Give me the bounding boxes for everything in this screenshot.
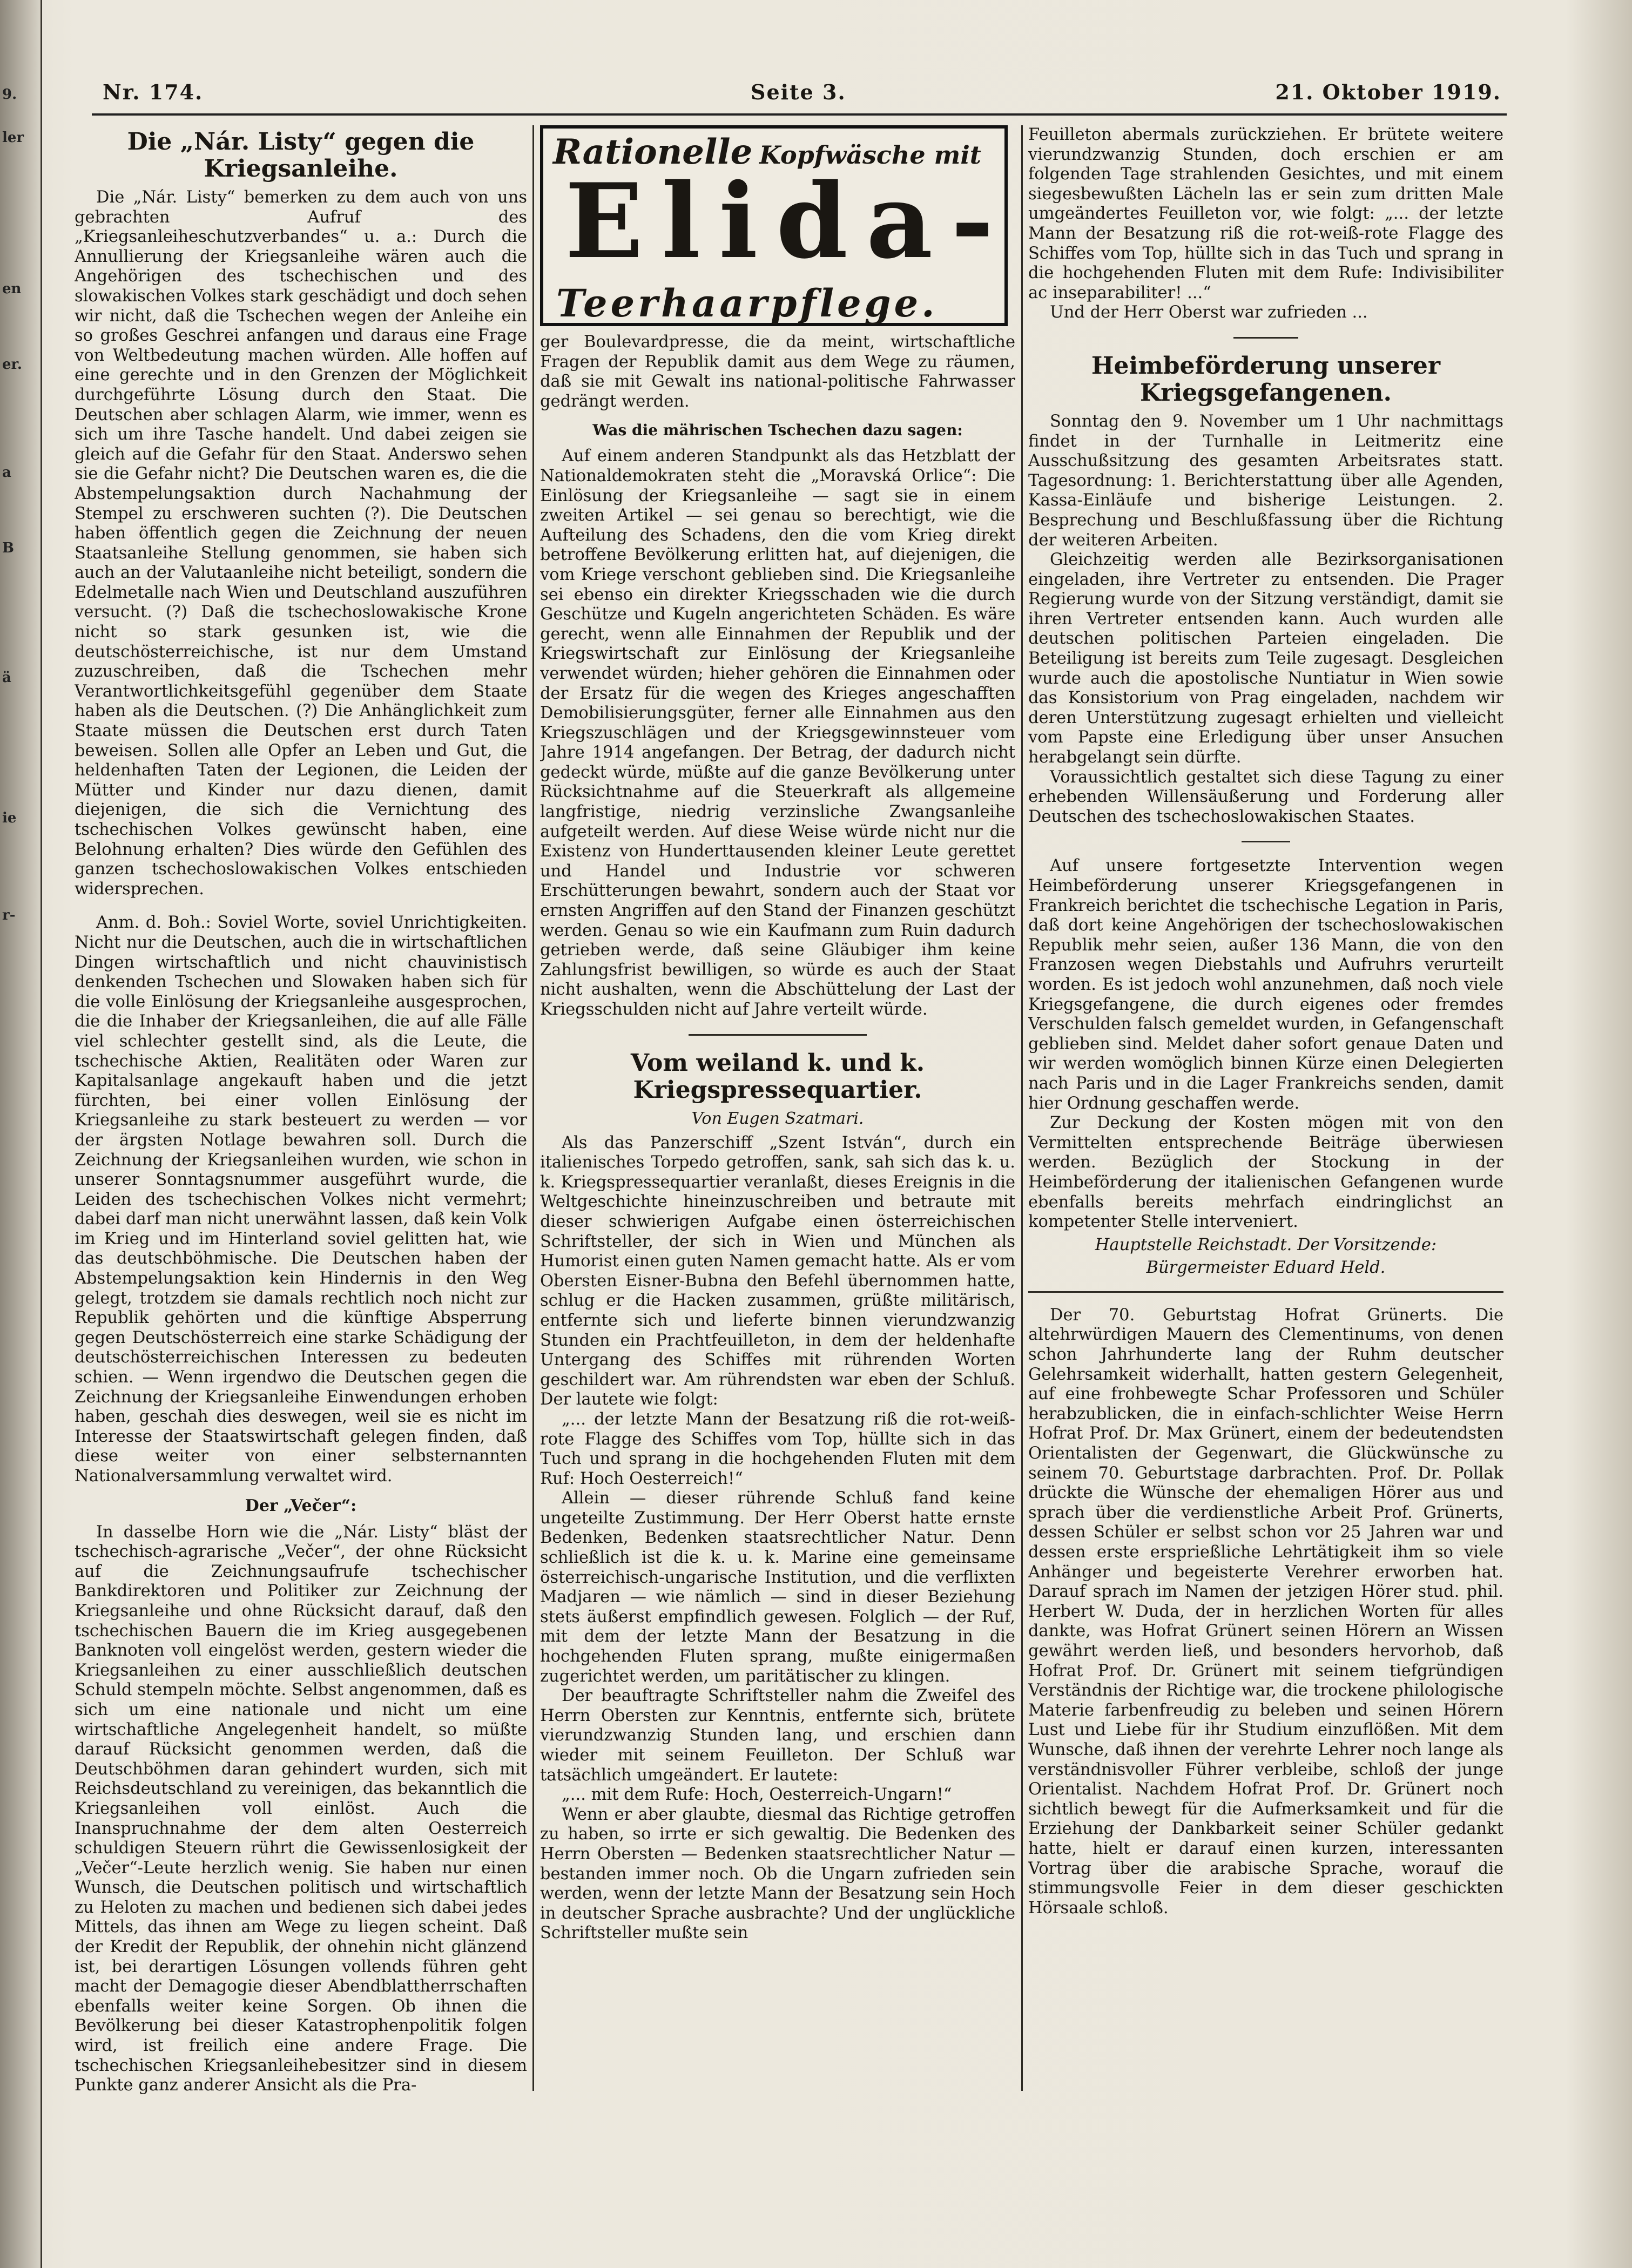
section-subhead: Was die mährischen Tschechen dazu sagen: <box>592 421 963 440</box>
article-paragraph: Als das Panzerschiff „Szent István“, durch ein italienisches Torpedo getroffen, sank, sah sich das k. u. k. Kriegspressequartier veranlaßt, dieses Ereignis in die Weltgeschichte hineinzuschreiben und betraute mit dieser schwierigen Aufgabe einen österreichischen Schriftsteller, der sich in Wien und München als Humorist einen guten Namen gemacht hatte. Als er vom Obersten Eisner-Bubna den Befehl übernommen hatte, schlug er die Hacken zusammen, grüßte militärisch, entfernte sich und lieferte binnen vierundzwanzig Stunden ein Prachtfeuilleton, in dem der heldenhafte Untergang des Schiffes mit rührenden Worten geschildert war. Am rührendsten war eben der Schluß. Der lautete wie folgt: <box>540 1133 1015 1409</box>
article-body <box>540 1133 1015 1943</box>
article-body <box>1028 856 1503 1232</box>
signature-line: Bürgermeister Eduard Held. <box>1146 1258 1386 1278</box>
column-rule <box>1021 125 1023 2091</box>
strip-text: ler <box>2 130 24 146</box>
strip-text: en <box>2 281 22 297</box>
issue-date: 21. Oktober 1919. <box>1275 80 1501 104</box>
article-body <box>75 1523 527 2096</box>
strip-text: r- <box>2 907 16 923</box>
separator <box>1028 1291 1503 1293</box>
article-body <box>1028 125 1503 323</box>
article-paragraph: Der 70. Geburtstag Hofrat Grünerts. Die altehrwürdigen Mauern des Clementinums, von denen schon Jahrhunderte lang der Ruhm deutscher Gelehrsamkeit widerhallt, hatten gestern Gelegenheit, auf eine frohbewegte Schar Professoren und Schüler herabzublicken, die in einfach-schlichter Weise Herrn Hofrat Prof. Dr. Max Grünert, einem der bedeutendsten Orientalisten der Gegenwart, die Glückwünsche zu seinem 70. Geburtstage darbrachten. Prof. Dr. Pollak drückte die Wünsche der ehemaligen Hörer aus und sprach über die verdienstliche Arbeit Prof. Grünerts, dessen Schüler er selbst schon vor 25 Jahren war und dessen erste ersprießliche Lehrtätigkeit ihm so viele Anhänger und begeisterte Verehrer erworben hat. Darauf sprach im Namen der jetzigen Hörer stud. phil. Herbert W. Duda, der in herzlichen Worten für alles dankte, was Hofrat Grünert seinen Hörern an Wissen gewährt werden ließ, und besonders hervorhob, daß Hofrat Prof. Dr. Grünert mit seinem tiefgründigen Verständnis der Richtige war, die trockene philologische Materie farbenfreudig zu beleben und seinen Hörern Lust und Liebe für ihr Studium einzuflößen. Mit dem Wunsche, daß ihnen der verehrte Lehrer noch lange als verständnisvoller Führer verbleibe, schloß der junge Orientalist. Nachdem Hofrat Prof. Dr. Grünert noch sichtlich bewegt für die Aufmerksamkeit und für die Erziehung der Dankbarkeit seiner Schüler gedankt hatte, hielt er darauf einen kurzen, interessanten Vortrag über die arabische Sprache, worauf die stimmungsvolle Feier in dem dieser geschickten Hörsaale schloß. <box>1028 1305 1503 1918</box>
article-paragraph: Allein — dieser rührende Schluß fand keine ungeteilte Zustimmung. Der Herr Oberst hatte ernste Bedenken, Bedenken staatsrechtlicher Natur. Denn schließlich ist die k. u. k. Marine eine gemeinsame österreichisch-ungarische Institution, und die verflixten Madjaren — wie nämlich — sind in dieser Beziehung stets äußerst empfindlich gewesen. Folglich — der Ruf, mit dem der letzte Mann der Besatzung in die hochgehenden Fluten sprang, mußte einigermaßen zugerichtet werden, um paritätischer zu klingen. <box>540 1489 1015 1686</box>
separator <box>689 1034 867 1036</box>
separator <box>1242 841 1290 842</box>
article-paragraph: Die „Nár. Listy“ bemerken zu dem auch von uns gebrachten Aufruf des „Kriegsanleiheschutzverbandes“ u. a.: Durch die Annullierung der Kriegsanleihe wären auch die Angehörigen des tschechischen und des slowakischen Volkes stark geschädigt und doch sehen wir nicht, daß die Tschechen wegen der Anleihe ein so großes Geschrei anfangen und daraus eine Frage von Weltbedeutung machen würden. Alle hoffen auf eine gerechte und in den Grenzen der Möglichkeit durchgeführte Lösung durch den Staat. Die Deutschen aber schlagen Alarm, wie immer, wenn es sich um ihre Tasche handelt. Und dabei zeigen sie gleich auf die Gefahr für den Staat. Anderswo sehen sie die Gefahr nicht? Die Deutschen waren es, die die Abstempelungsaktion durch Nachahmung der Stempel zu erschweren suchten (?). Die Deutschen haben öffentlich gegen die Zeichnung der neuen Staatsanleihe Stellung genommen, sie haben sich auch an der Valutaanleihe nicht beteiligt, sondern die Edelmetalle nach Wien und Deutschland auszuführen versucht. (?) Daß die tschechoslowakische Krone nicht so stark gesunken ist, wie die deutschösterreichische, ist nur dem Umstand zuzuschreiben, daß die Tschechen mehr Verantwortlichkeitsgefühl gegenüber dem Staate haben als die Deutschen. (?) Die Anhänglichkeit zum Staate müssen die Deutschen erst durch Taten beweisen. Sollen alle Opfer an Leben und Gut, die heldenhaften Taten der Legionen, die Leiden der Mütter und Kinder nur dazu dienen, damit diejenigen, die sich die Vernichtung des tschechischen Volkes gewünscht haben, eine Belohnung erhalten? Dies würde den Gefühlen des ganzen tschechoslowakischen Volkes entschieden widersprechen. <box>75 188 527 899</box>
article-paragraph: Voraussichtlich gestaltet sich diese Tagung zu einer erhebenden Willensäußerung und Forderung aller Deutschen des tschechoslowakischen Staates. <box>1028 767 1503 826</box>
article-paragraph: Auf unsere fortgesetzte Intervention wegen Heimbeförderung unserer Kriegsgefangenen in Frankreich berichtet die tschechische Legation in Paris, daß dort keine Angehörigen der tschechoslowakischen Republik mehr seien, außer 136 Mann, die von den Franzosen wegen Diebstahls und Aufruhrs verurteilt worden. Es ist jedoch wohl anzunehmen, daß noch viele Kriegsgefangene, die durch eigenes oder fremdes Verschulden falsch gemeldet wurden, in Gefangenschaft geblieben sind. Meldet daher sofort genaue Daten und wir werden womöglich binnen Kürze einen Delegierten nach Paris und in die Lager Frankreichs senden, damit hier Ordnung geschaffen werde. <box>1028 856 1503 1113</box>
article-body <box>540 333 1015 411</box>
article-headline: Vom weiland k. und k. Kriegspressequartier. <box>630 1049 925 1104</box>
ad-brand-name: Elida- <box>565 161 1012 281</box>
elida-advertisement <box>540 125 1012 326</box>
strip-text: ä <box>2 670 11 686</box>
article-headline: Heimbeförderung unserer Kriegsgefangenen. <box>1091 352 1441 407</box>
column-left <box>75 125 527 2102</box>
article-paragraph: Auf einem anderen Standpunkt als das Hetzblatt der Nationaldemokraten steht die „Moravská Orlice“: Die Einlösung der Kriegsanleihe — sagt sie in einem zweiten Artikel — sei genau so berechtigt, wie die Aufteilung des Schadens, den die vom Krieg direkt betroffene Bevölkerung erlitten hat, auf diejenigen, die vom Kriege verschont geblieben sind. Die Kriegsanleihe sei ebenso ein direkter Kriegsschaden wie die durch Geschütze und Kugeln angerichteten Schäden. Es wäre gerecht, wenn alle Einnahmen der Republik und der Kriegswirtschaft zur Einlösung der Kriegsanleihe verwendet würden; hieher gehören die Einnahmen oder der Ersatz für die wegen des Krieges angeschafften Demobilisierungsgüter, ferner alle Einnahmen aus den Kriegszuschlägen und der Kriegsgewinnsteuer vom Jahre 1914 angefangen. Der Betrag, der dadurch nicht gedeckt würde, müßte auf die ganze Bevölkerung unter Rücksichtnahme auf die Steuerkraft als allgemeine langfristige, niedrig verzinsliche Zwangsanleihe aufgeteilt werden. Auf diese Weise würde nicht nur die Existenz von Hunderttausenden kleiner Leute gerettet und Handel und Industrie vor schweren Erschütterungen bewahrt, sondern auch der Staat vor ernsten Angriffen auf den Stand der Finanzen geschützt werden. Genau so wie ein Kaufmann zum Ruin dadurch getrieben werde, daß seine Gläubiger ihm keine Zahlungsfrist bewilligen, so würde es auch der Staat nicht aushalten, wenn die Abschüttelung der Last der Kriegsschulden nicht auf Jahre verteilt würde. <box>540 447 1015 1019</box>
article-paragraph: Der beauftragte Schriftsteller nahm die Zweifel des Herrn Obersten zur Kenntnis, entfernte sich, brütete vierundzwanzig Stunden lang, und erschien dann wieder mit seinem Feuilleton. Der Schluß war tatsächlich umgeändert. Er lautete: <box>540 1686 1015 1785</box>
signature-line: Hauptstelle Reichstadt. Der Vorsitzende: <box>1095 1235 1437 1254</box>
editor-note: Anm. d. Boh.: Soviel Worte, soviel Unrichtigkeiten. Nicht nur die Deutschen, auch die in wirtschaftlichen Dingen wirtschaftlich und nicht chauvinistisch denkenden Tschechen und Slowaken haben sich für die volle Einlösung der Kriegsanleihe ausgesprochen, die die Inhaber der Kriegsanleihen, die auf alle Fälle viel schlechter gestellt sind, als die Leute, die tschechische Aktien, Realitäten oder Waren zur Kapitalsanlage angekauft haben und die jetzt fürchten, bei einer vollen Einlösung der Kriegsanleihe zu stark besteuert zu werden — vor der ärgsten Notlage bewahren soll. Durch die Zeichnung der Kriegsanleihen wurden, wie schon in unserer Sonntagsnummer ausgeführt wurde, die Leiden des tschechischen Volkes nicht vermehrt; dabei darf man nicht unerwähnt lassen, daß kein Volk im Krieg und im Hinterland soviel gelitten hat, wie das deutschböhmische. Die Deutschen haben der Abstempelungsaktion kein Hindernis in den Weg gelegt, trotzdem sie damals rechtlich noch nicht zur Republik gehörten und die künftige Absperrung gegen Deutschösterreich eine starke Schädigung der deutschösterreichischen Interessen zu bedeuten schien. — Wenn irgendwo die Deutschen gegen die Zeichnung der Kriegsanleihe Einwendungen erhoben haben, geschah dies deswegen, weil sie es nicht im Interesse der Staatswirtschaft gelegen finden, daß diese weiter von einer selbsternannten Nationalversammlung verwaltet wird. <box>75 913 527 1486</box>
separator <box>1233 337 1298 339</box>
article-headline: Die „Nár. Listy“ gegen die Kriegsanleihe. <box>127 128 475 183</box>
article-paragraph: Und der Herr Oberst war zufrieden ... <box>1050 303 1368 322</box>
article-paragraph: „... mit dem Rufe: Hoch, Oesterreich-Ungarn!“ <box>562 1785 952 1805</box>
adjacent-page-strip <box>0 0 42 2268</box>
article-paragraph: Feuilleton abermals zurückziehen. Er brütete weitere vierundzwanzig Stunden, doch erschien er am folgenden Tage strahlenden Gesichtes, und mit einem siegesbewußten Lächeln las er sein zum dritten Male umgeändertes Feuilleton vor, wie folgt: „... der letzte Mann der Besatzung riß die rot-weiß-rote Flagge des Schiffes vom Top, hüllte sich in das Tuch und sprang in die hochgehenden Fluten mit dem Rufe: Indivisibiliter ac inseparabiliter! ...“ <box>1028 125 1503 302</box>
article-byline: Von Eugen Szatmari. <box>691 1109 864 1128</box>
strip-text: a <box>2 464 11 481</box>
column-middle <box>540 125 1015 2102</box>
column-right <box>1028 125 1503 2102</box>
strip-text: B <box>2 540 14 556</box>
article-paragraph: „... der letzte Mann der Besatzung riß die rot-weiß-rote Flagge des Schiffes vom Top, hüllte sich in das Tuch und sprang in die hochgehenden Fluten mit dem Ruf: Hoch Oesterreich!“ <box>540 1409 1015 1488</box>
page-number: Seite 3. <box>751 80 846 104</box>
article-paragraph: Wenn er aber glaubte, diesmal das Richtige getroffen zu haben, so irrte er sich gewaltig. Die Bedenken des Herrn Obersten — Bedenken staatsrechtlicher Natur — bestanden immer noch. Ob die Ungarn zufrieden sein werden, wenn der letzte Mann der Besatzung sein Hoch in deutscher Sprache ausbrachte? Und der unglückliche Schriftsteller mußte sein <box>540 1805 1015 1943</box>
article-body <box>540 447 1015 1020</box>
strip-text: er. <box>2 356 22 373</box>
column-rule <box>532 125 534 2091</box>
article-paragraph: Sonntag den 9. November um 1 Uhr nachmittags findet in der Turnhalle in Leitmeritz eine Ausschußsitzung des gesamten Arbeitsrates statt. Tagesordnung: 1. Berichterstattung über alle Agenden, Kassa-Einläufe und bisherige Leistungen. 2. Besprechung und Beschlußfassung über die Richtung der weiteren Arbeiten. <box>1028 411 1503 550</box>
article-paragraph: Zur Deckung der Kosten mögen mit von den Vermittelten entsprechende Beiträge überwiesen werden. Bezüglich der Stockung in der Heimbeförderung der italienischen Gefangenen wurde ebenfalls bereits mehrfach eindringlichst an kompetenter Stelle interveniert. <box>1028 1113 1503 1232</box>
section-subhead: Der „Večer“: <box>245 1496 357 1515</box>
ad-tagline-2: Kopfwäsche mit <box>759 140 982 170</box>
article-paragraph: ger Boulevardpresse, die da meint, wirtschaftliche Fragen der Republik damit aus dem Wege zu räumen, daß sie mit Gewalt ins national-politische Fahrwasser gedrängt werden. <box>540 333 1015 411</box>
ad-tagline: Rationelle <box>553 132 753 172</box>
article-body <box>1028 1306 1503 1918</box>
page-header <box>92 76 1507 116</box>
article-body <box>75 188 527 1487</box>
article-body <box>1028 412 1503 827</box>
ad-product: Teerhaarpflege. <box>556 281 938 326</box>
article-paragraph: Gleichzeitig werden alle Bezirksorganisationen eingeladen, ihre Vertreter zu entsenden. Die Prager Regierung wurde von der Sitzung verständigt, damit sie ihren Vertreter entsenden kann. Auch wurden alle deutschen politischen Parteien eingeladen. Die Beteiligung ist bereits zum Teile zugesagt. Desgleichen wurde auch die apostolische Nuntiatur in Wien sowie das Konsistorium von Prag eingeladen, nachdem wir deren Unterstützung zugesagt erhielten und vielleicht vom Papste eine Erledigung über unser Ansuchen herabgelangt sein dürfte. <box>1028 550 1503 767</box>
issue-number: Nr. 174. <box>103 80 204 104</box>
article-paragraph: In dasselbe Horn wie die „Nár. Listy“ bläst der tschechisch-agrarische „Večer“, der ohne Rücksicht auf die Zeichnungsaufrufe tschechischer Bankdirektoren und Politiker zur Zeichnung der Kriegsanleihe und ohne Rücksicht darauf, daß den tschechischen Bauern die im Krieg ausgegebenen Banknoten voll eingelöst werden, gestern wieder die Kriegsanleihen zu einer ausschließlich deutschen Schuld stempeln möchte. Selbst angenommen, daß es sich um eine nationale und nicht um eine wirtschaftliche Angelegenheit handelt, so müßte darauf Rücksicht genommen werden, daß die Deutschböhmen daran gehindert wurden, sich mit Reichsdeutschland zu vereinigen, das bekanntlich die Kriegsanleihen voll einlöst. Auch die Inanspruchnahme der dem alten Oesterreich schuldigen Steuern rührt die Gewissenlosigkeit der „Večer“-Leute herzlich wenig. Sie haben nur einen Wunsch, die Deutschen politisch und wirtschaftlich zu Heloten zu machen und bedienen sich dabei jedes Mittels, das ihnen am Wege zu liegen scheint. Daß der Kredit der Republik, der ohnehin nicht glänzend ist, bei derartigen Lösungen vollends führen geht macht der Demagogie dieser Abendblattherrschaften ebenfalls weiter keine Sorgen. Ob ihnen die Bevölkerung bei dieser Katastrophenpolitik folgen wird, ist freilich eine andere Frage. Die tschechischen Kriegsanleihebesitzer sind in diesem Punkte ganz anderer Ansicht als die Pra- <box>75 1522 527 2095</box>
strip-text: ie <box>2 810 17 826</box>
strip-text: 9. <box>2 86 17 103</box>
